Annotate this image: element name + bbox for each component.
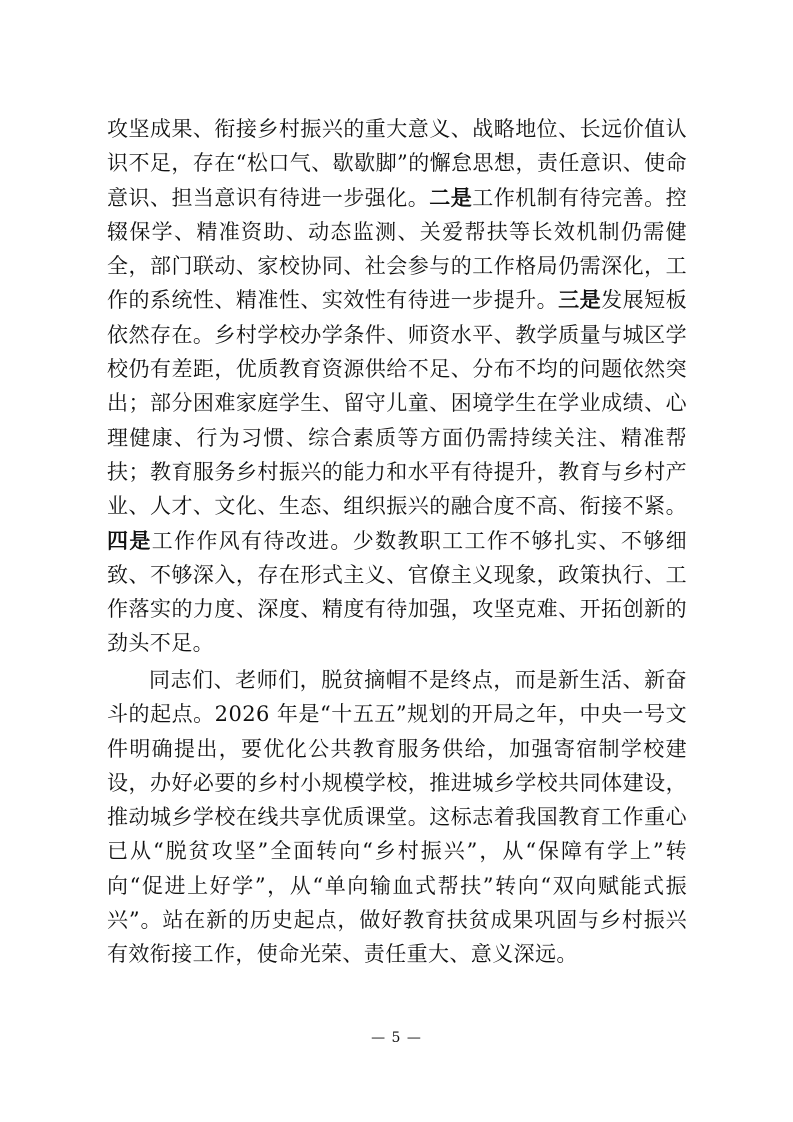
paragraph-1-segment-1: 攻坚成果、衔接乡村振兴的重大意义、战略地位、长远价值认识不足，存在“松口气、歇歇脚”的懈怠思想，责任意识、使命意识、担当意识有待进一步强化。	[107, 117, 687, 210]
point-3-lead: 三是	[558, 287, 602, 313]
paragraph-outlook: 同志们、老师们，脱贫摘帽不是终点，而是新生活、新奋斗的起点。2026 年是“十五五”规划的开局之年，中央一号文件明确提出，要优化公共教育服务供给，加强寄宿制学校建设，办好必要的乡村小规模学校，推进城乡学校共同体建设，推动城乡学校在线共享优质课堂。这标志着我国教育工作重心已从“脱贫攻坚”全面转向“乡村振兴”，从“保障有学上”转向“促进上好学”，从“单向输血式帮扶”转向“双向赋能式振兴”。站在新的历史起点，做好教育扶贫成果巩固与乡村振兴有效衔接工作，使命光荣、责任重大、意义深远。	[107, 668, 687, 967]
paragraph-1-segment-4: 工作作风有待改进。少数教职工工作不够扎实、不够细致、不够深入，存在形式主义、官僚主义现象，政策执行、工作落实的力度、深度、精度有待加强，攻坚克难、开拓创新的劲头不足。	[107, 528, 687, 656]
page-number: — 5 —	[371, 1030, 422, 1046]
paragraph-1-segment-3: 发展短板依然存在。乡村学校办学条件、师资水平、教学质量与城区学校仍有差距，优质教育资源供给不足、分布不均的问题依然突出；部分困难家庭学生、留守儿童、困境学生在学业成绩、心理健康、行为习惯、综合素质等方面仍需持续关注、精准帮扶；教育服务乡村振兴的能力和水平有待提升，教育与乡村产业、人才、文化、生态、组织振兴的融合度不高、衔接不紧。	[107, 288, 687, 519]
paragraph-problems	[107, 112, 687, 661]
paragraph-1-segment-2: 工作机制有待完善。控辍保学、精准资助、动态监测、关爱帮扶等长效机制仍需健全，部门联动、家校协同、社会参与的工作格局仍需深化，工作的系统性、精准性、实效性有待进一步提升。	[107, 185, 687, 313]
point-2-lead: 二是	[429, 184, 473, 210]
point-4-lead: 四是	[107, 527, 152, 553]
